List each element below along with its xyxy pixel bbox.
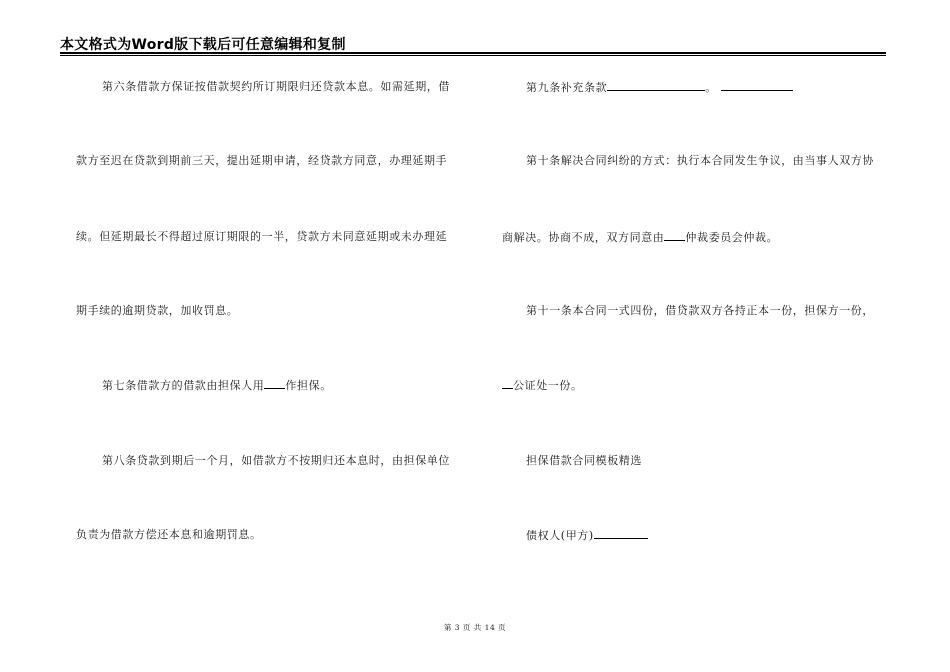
supplementary-clause-blank-2[interactable] [721, 80, 793, 91]
arbitration-committee-blank[interactable] [664, 230, 685, 241]
right-line-7 [526, 528, 648, 543]
right-line-2: 第十条解决合同纠纷的方式：执行本合同发生争议，由当事人双方协 [526, 154, 874, 167]
creditor-name-blank[interactable] [594, 528, 648, 539]
left-line-4: 期手续的逾期贷款，加收罚息。 [76, 304, 239, 317]
right-line-5-suffix: 公证处一份。 [513, 379, 583, 392]
right-line-3 [502, 230, 778, 245]
notary-blank[interactable] [502, 378, 513, 389]
left-line-2: 款方至迟在贷款到期前三天，提出延期申请，经贷款方同意，办理延期手 [76, 154, 448, 167]
page-header-title: 本文格式为Word版下载后可任意编辑和复制 [60, 37, 346, 53]
right-line-1 [526, 80, 793, 95]
right-line-3-suffix: 仲裁委员会仲裁。 [685, 231, 779, 244]
right-line-3-prefix: 商解决。协商不成，双方同意由 [502, 231, 665, 244]
left-line-5 [102, 378, 332, 393]
right-line-6: 担保借款合同模板精选 [526, 454, 642, 467]
header-rule [60, 52, 886, 56]
right-line-1-prefix: 第九条补充条款 [526, 81, 608, 94]
guarantee-method-blank[interactable] [264, 378, 285, 389]
left-line-3: 续。但延期最长不得超过原订期限的一半，贷款方未同意延期或未办理延 [76, 230, 448, 243]
supplementary-clause-blank-1[interactable] [607, 80, 705, 91]
left-line-7: 负责为借款方偿还本息和逾期罚息。 [76, 528, 262, 541]
left-line-6: 第八条贷款到期后一个月，如借款方不按期归还本息时，由担保单位 [102, 454, 450, 467]
creditor-label: 债权人(甲方) [526, 529, 594, 542]
left-line-1: 第六条借款方保证按借款契约所订期限归还贷款本息。如需延期，借 [102, 80, 450, 93]
right-line-4: 第十一条本合同一式四份，借贷款双方各持正本一份，担保方一份， [526, 304, 874, 317]
left-line-5-prefix: 第七条借款方的借款由担保人用 [102, 379, 265, 392]
right-line-5 [502, 378, 583, 393]
left-line-5-suffix: 作担保。 [285, 379, 332, 392]
page-number-footer: 第 3 页 共 14 页 [443, 623, 507, 632]
right-line-1-mid: 。 [705, 81, 717, 94]
